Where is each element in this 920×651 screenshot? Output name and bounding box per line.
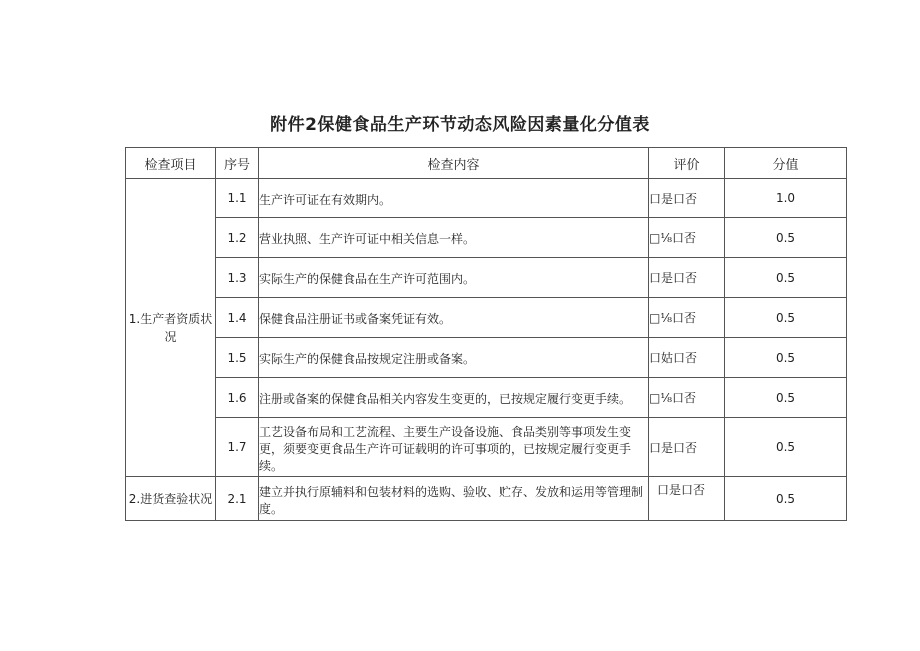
evaluation-cell: 口姑口否 [649,338,725,378]
score-cell: 0.5 [725,298,847,338]
content-cell [259,258,649,298]
content-text: 实际生产的保健食品在生产许可范围内。 [259,272,476,286]
page-title: 附件2保健食品生产环节动态风险因素量化分值表 [270,115,650,135]
table-row [126,338,847,378]
content-cell [259,418,649,477]
content-cell [259,179,649,218]
seq-cell: 1.5 [216,338,259,378]
content-cell [259,477,649,521]
content-text: 实际生产的保健食品按规定注册或备案。 [259,352,476,366]
risk-score-table [125,147,847,521]
content-text: 工艺设备布局和工艺流程、主要生产设备设施、食品类别等事项发生变更，须要变更食品生产许可证载明的许可事项的，已按规定履行变更手续。 [259,424,632,473]
table-row [126,218,847,258]
content-text: 生产许可证在有效期内。 [259,192,392,207]
table-row [126,477,847,521]
content-cell [259,378,649,418]
table-row [126,378,847,418]
evaluation-cell: □⅛口否 [649,218,725,258]
evaluation-cell: 口是口否 [649,418,725,477]
category-cell: 2.进货查验状况 [126,477,216,521]
score-cell: 0.5 [725,258,847,298]
evaluation-cell: □⅛口否 [649,378,725,418]
header-seq: 序号 [216,148,259,179]
header-evaluation: 评价 [649,148,725,179]
content-cell [259,298,649,338]
content-cell [259,218,649,258]
score-cell: 0.5 [725,477,847,521]
header-content: 检查内容 [259,148,649,179]
evaluation-cell: 口是口否 [649,477,725,521]
content-text: 营业执照、生产许可证中相关信息一样。 [259,232,476,246]
header-score: 分值 [725,148,847,179]
seq-cell: 1.6 [216,378,259,418]
content-text: 建立并执行原辅料和包装材料的选购、验收、贮存、发放和运用等管理制度。 [259,484,644,516]
score-cell: 0.5 [725,338,847,378]
content-text: 注册或备案的保健食品相关内容发生变更的，已按规定履行变更手续。 [259,392,632,406]
category-cell: 1.生产者资质状况 [126,179,216,477]
table-row [126,298,847,338]
evaluation-cell: □⅛口否 [649,298,725,338]
seq-cell: 1.2 [216,218,259,258]
seq-cell: 2.1 [216,477,259,521]
evaluation-cell: 口是口否 [649,179,725,218]
score-cell: 1.0 [725,179,847,218]
evaluation-cell: 口是口否 [649,258,725,298]
table-row [126,418,847,477]
seq-cell: 1.4 [216,298,259,338]
table-row [126,179,847,218]
header-category: 检查项目 [126,148,216,179]
seq-cell: 1.7 [216,418,259,477]
table-row [126,258,847,298]
score-cell: 0.5 [725,418,847,477]
content-text: 保健食品注册证书或备案凭证有效。 [259,312,452,326]
table-header-row [126,148,847,179]
content-cell [259,338,649,378]
seq-cell: 1.3 [216,258,259,298]
score-cell: 0.5 [725,378,847,418]
score-cell: 0.5 [725,218,847,258]
seq-cell: 1.1 [216,179,259,218]
